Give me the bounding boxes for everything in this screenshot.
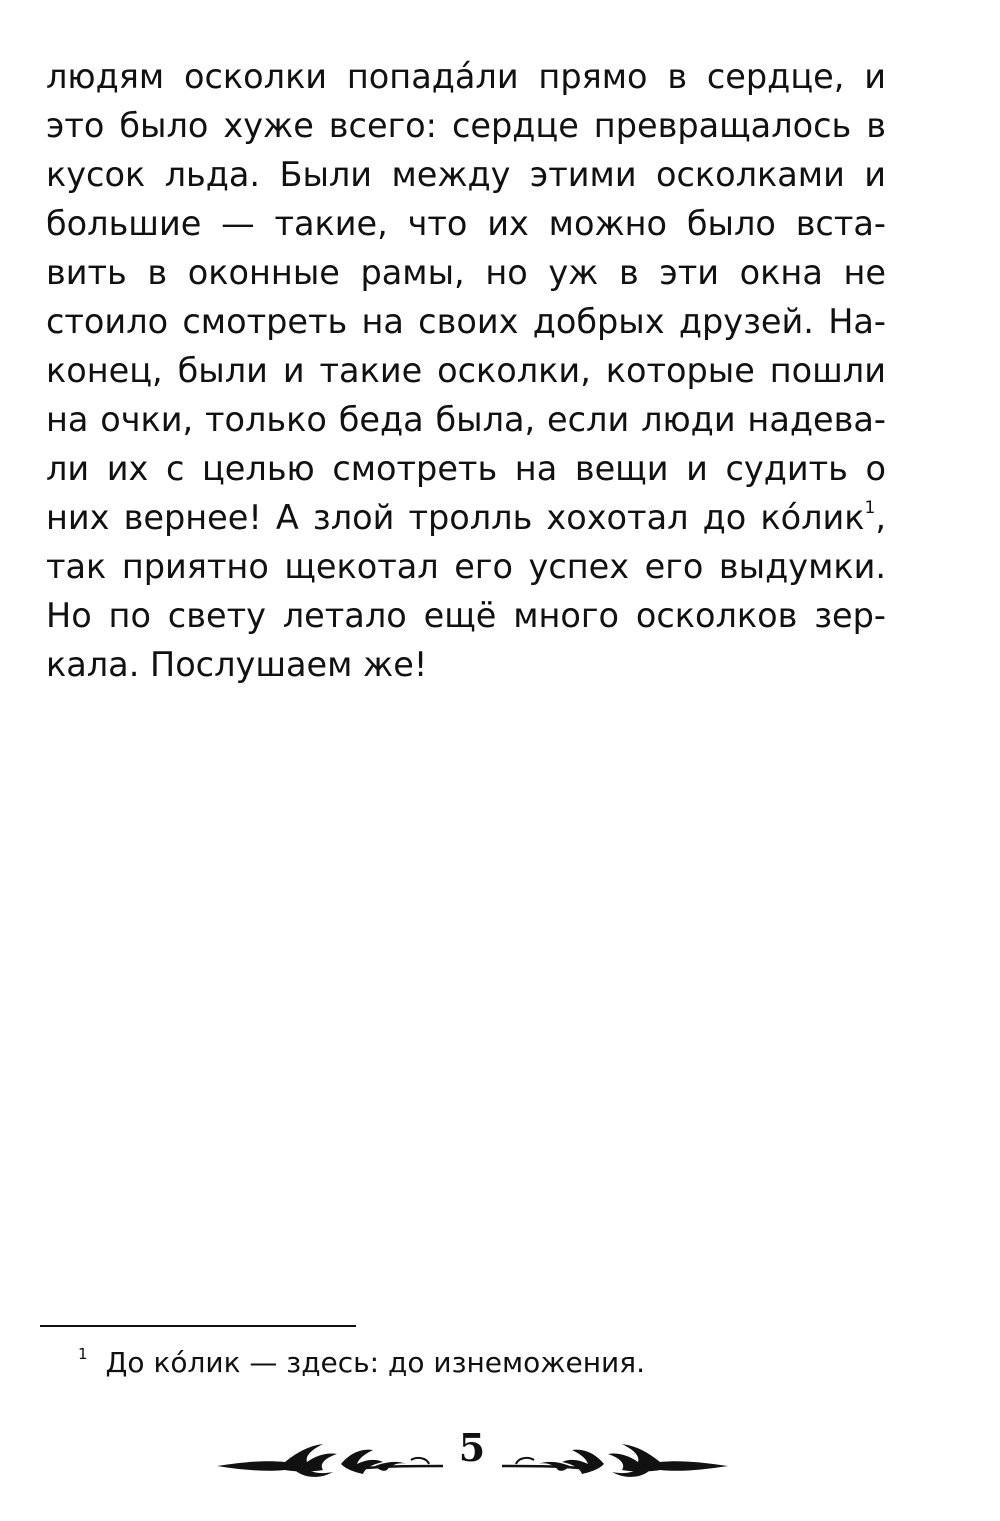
flourish-left-icon bbox=[215, 1432, 445, 1482]
text-line: кусок льда. Были между этими осколками и bbox=[46, 155, 886, 194]
text-line: это было хуже всего: сердце превращалось в bbox=[46, 106, 886, 145]
text-line: кала. Послушаем же! bbox=[46, 645, 428, 684]
page-number: 5 bbox=[458, 1425, 486, 1470]
main-text bbox=[46, 52, 886, 689]
text-line: стоило смотреть на своих добрых друзей. На- bbox=[46, 302, 886, 341]
footnote-mark: 1 bbox=[78, 1345, 88, 1363]
text-line: на очки, только беда была, если люди надева- bbox=[46, 400, 886, 439]
page-footer bbox=[0, 1418, 1000, 1498]
footnote-reference[interactable]: 1 bbox=[864, 498, 876, 518]
text-segment: , bbox=[875, 498, 886, 537]
text-segment: них вернее! А злой тролль хохотал до ко́лик bbox=[46, 498, 865, 537]
text-line: так приятно щекотал его успех его выдумки. bbox=[46, 547, 886, 586]
footnote-divider bbox=[40, 1325, 356, 1327]
text-line: большие — такие, что их можно было вста- bbox=[46, 204, 886, 243]
text-line: Но по свету летало ещё много осколков зер- bbox=[46, 596, 886, 635]
footnote bbox=[78, 1345, 645, 1381]
text-line: ли их с целью смотреть на вещи и судить о bbox=[46, 449, 886, 488]
text-line: конец, были и такие осколки, которые пошли bbox=[46, 351, 886, 390]
footnote-text: До ко́лик — здесь: до изнеможения. bbox=[105, 1346, 645, 1379]
text-line-with-footnote bbox=[46, 493, 886, 542]
text-line: вить в оконные рамы, но уж в эти окна не bbox=[46, 253, 886, 292]
text-line: людям осколки попада́ли прямо в сердце, и bbox=[46, 57, 886, 96]
flourish-right-icon bbox=[500, 1432, 730, 1482]
